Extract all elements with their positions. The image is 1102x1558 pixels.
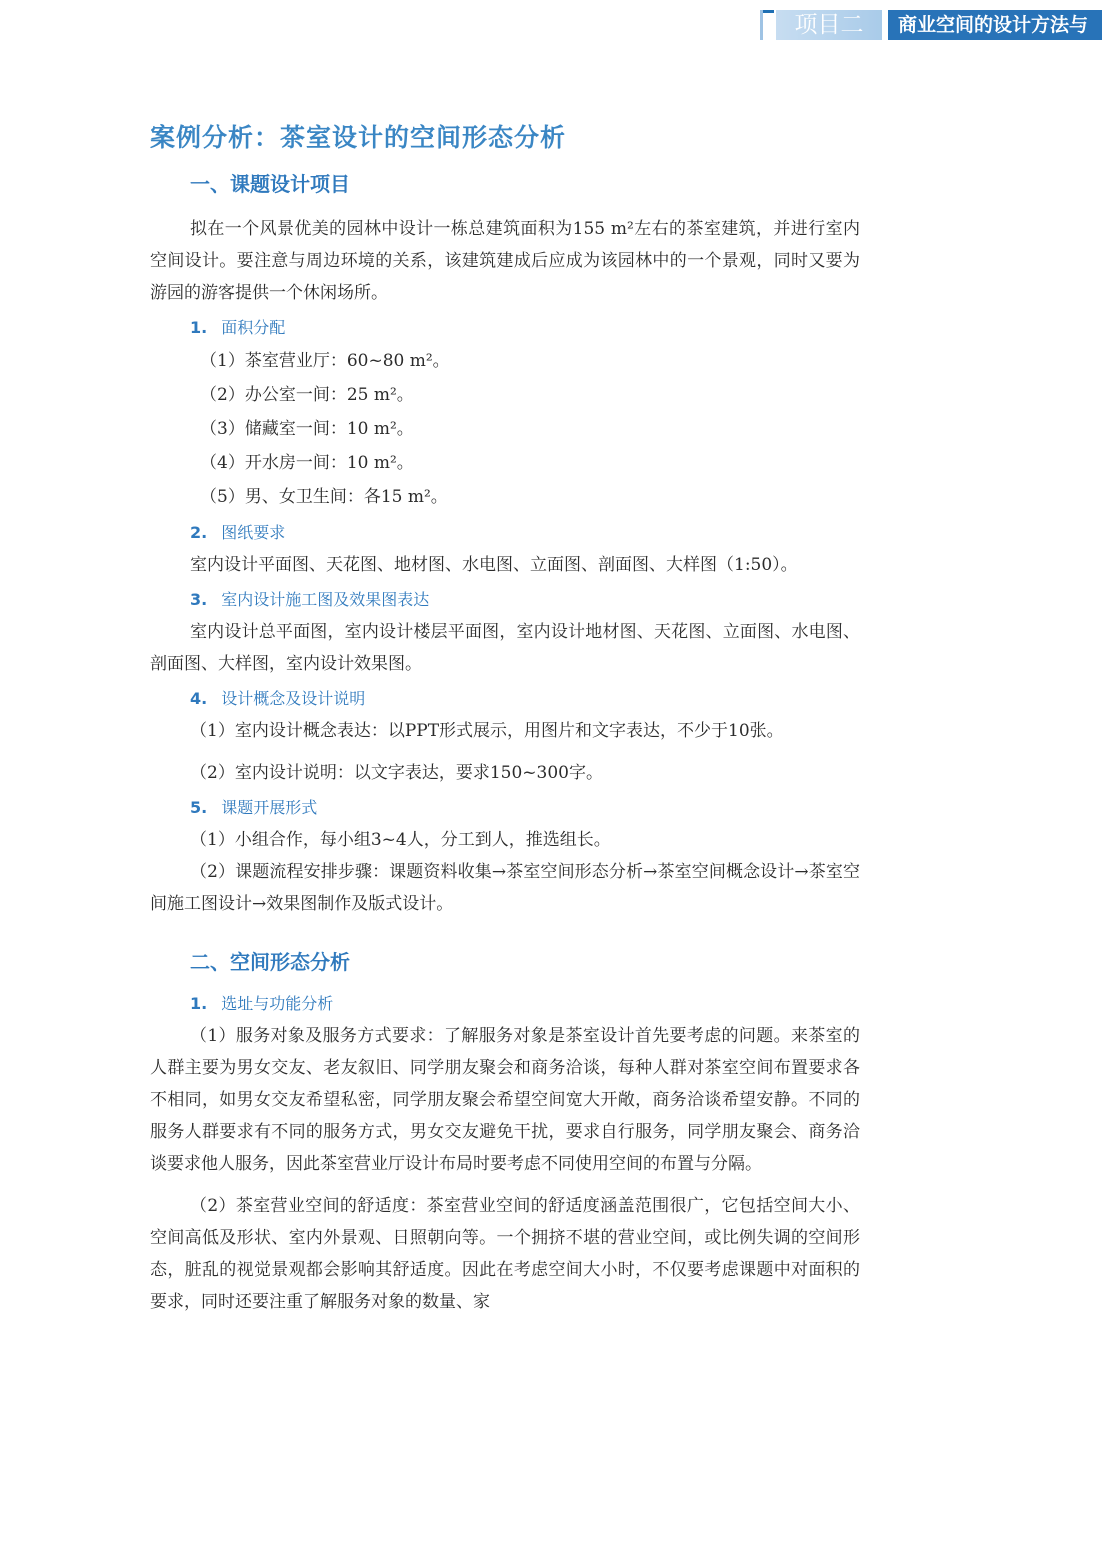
subheading-text: 设计概念及设计说明 (221, 689, 366, 708)
area-item: （5）男、女卫生间：各15 m²。 (200, 487, 448, 507)
drawing-requirements-text: 室内设计平面图、天花图、地材图、水电图、立面图、剖面图、大样图（1:50）。 (190, 555, 798, 575)
area-item: （4）开水房一间：10 m²。 (200, 453, 414, 473)
case-title: 案例分析：茶室设计的空间形态分析 (150, 123, 567, 152)
subheading-text: 选址与功能分析 (221, 994, 334, 1013)
subheading-number: 4. (190, 689, 208, 708)
subheading-number: 2. (190, 523, 208, 542)
site-function-text-2: （2）茶室营业空间的舒适度：茶室营业空间的舒适度涵盖范围很广，它包括空间大小、空间高低及形状、室内外景观、日照朝向等。一个拥挤不堪的营业空间，或比例失调的空间形态，脏乱的视觉景观都会影响其舒适度。因此在考虑空间大小时，不仅要考虑课题中对面积的要求，同时还要注重了解服务对象的数量、家 (150, 1196, 860, 1312)
area-item: （2）办公室一间：25 m²。 (200, 385, 414, 405)
subheading-design-concept (190, 686, 860, 709)
subheading-area-allocation (190, 315, 860, 338)
construction-drawings-text: 室内设计总平面图，室内设计楼层平面图，室内设计地材图、天花图、立面图、水电图、剖面图、大样图，室内设计效果图。 (150, 622, 860, 674)
header-mark-bar (760, 10, 763, 40)
section-heading-2: 二、空间形态分析 (190, 950, 350, 974)
subheading-number: 1. (190, 994, 208, 1013)
section-heading-1: 一、课题设计项目 (190, 172, 350, 196)
site-function-text-1: （1）服务对象及服务方式要求：了解服务对象是茶室设计首先要考虑的问题。来茶室的人群主要为男女交友、老友叙旧、同学朋友聚会和商务洽谈，每种人群对茶室空间布置要求各不相同，如男女交友希望私密，同学朋友聚会希望空间宽大开敞，商务洽谈希望安静。不同的服务人群要求有不同的服务方式，男女交友避免干扰，要求自行服务，同学朋友聚会、商务洽谈要求他人服务，因此茶室营业厅设计布局时要考虑不同使用空间的布置与分隔。 (150, 1026, 860, 1174)
area-item: （1）茶室营业厅：60~80 m²。 (200, 351, 450, 371)
subheading-drawing-requirements (190, 520, 860, 543)
design-concept-text-1: （1）室内设计概念表达：以PPT形式展示，用图片和文字表达，不少于10张。 (190, 721, 784, 741)
area-item: （3）储藏室一间：10 m²。 (200, 419, 414, 439)
course-format-text-2: （2）课题流程安排步骤：课题资料收集→茶室空间形态分析→茶室空间概念设计→茶室空间施工图设计→效果图制作及版式设计。 (150, 862, 860, 914)
subheading-number: 1. (190, 318, 208, 337)
subheading-text: 图纸要求 (221, 523, 286, 542)
section1-intro: 拟在一个风景优美的园林中设计一栋总建筑面积为155 m²左右的茶室建筑，并进行室内空间设计。要注意与周边环境的关系，该建筑建成后应成为该园林中的一个景观，同时又要为游园的游客提供一个休闲场所。 (150, 219, 860, 303)
subheading-number: 5. (190, 798, 208, 817)
course-format-text-1: （1）小组合作，每小组3~4人，分工到人，推选组长。 (190, 830, 611, 850)
subheading-text: 室内设计施工图及效果图表达 (221, 590, 430, 609)
header-project-label: 项目二 (776, 10, 882, 40)
subheading-number: 3. (190, 590, 208, 609)
header-chapter-title: 商业空间的设计方法与 (888, 10, 1102, 40)
subheading-site-function (190, 991, 860, 1014)
subheading-course-format (190, 795, 860, 818)
subheading-construction-drawings (190, 587, 860, 610)
design-concept-text-2: （2）室内设计说明：以文字表达，要求150~300字。 (190, 763, 603, 783)
subheading-text: 课题开展形式 (221, 798, 318, 817)
page-content (150, 118, 860, 1318)
subheading-text: 面积分配 (221, 318, 286, 337)
